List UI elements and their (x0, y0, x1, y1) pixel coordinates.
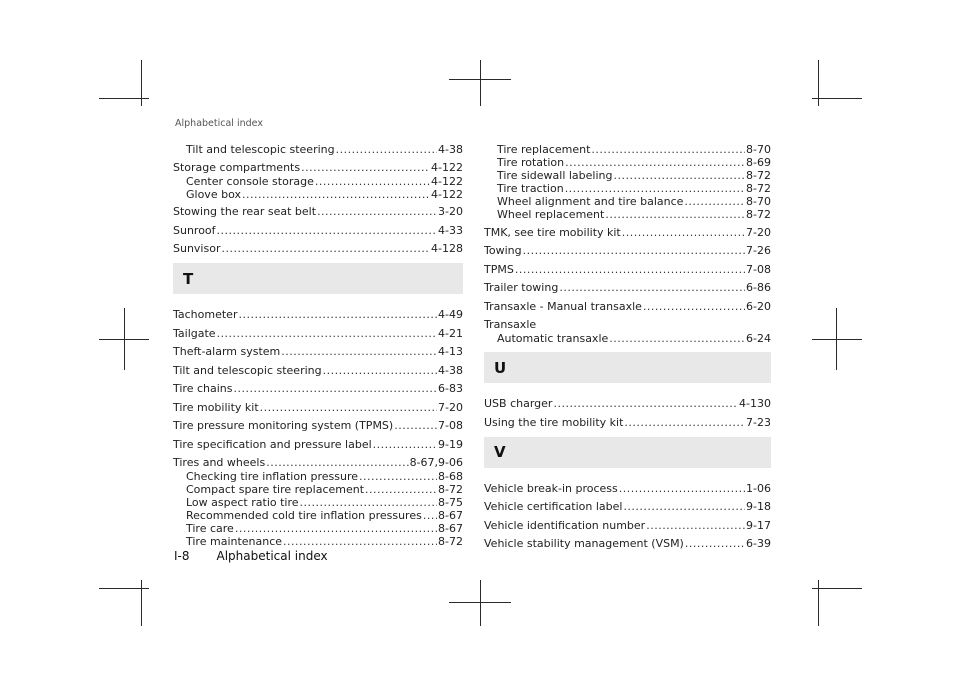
dot-leader (559, 281, 745, 295)
dot-leader (605, 208, 745, 221)
index-page-ref: 8-72 (746, 169, 771, 182)
index-entry (484, 519, 771, 533)
dot-leader (613, 169, 745, 182)
index-page-ref: 7-20 (438, 400, 463, 414)
index-page-ref: 6-83 (438, 382, 463, 395)
index-page-ref: 1-06 (746, 481, 771, 495)
index-entry (173, 419, 463, 433)
index-page-ref: 6-39 (746, 537, 771, 550)
crop-mark (812, 339, 862, 340)
crop-mark (480, 580, 481, 626)
crop-mark (480, 60, 481, 106)
index-term: Vehicle break-in process (484, 481, 618, 495)
index-entries-group (173, 143, 463, 256)
index-term: Sunvisor (173, 242, 221, 255)
dot-leader (238, 308, 437, 322)
dot-leader (423, 509, 437, 522)
index-entry (484, 537, 771, 551)
index-entry (484, 208, 771, 221)
index-entries-group (484, 397, 771, 430)
dot-leader (365, 483, 437, 496)
index-term: Tailgate (173, 326, 216, 340)
index-page-ref: 6-20 (746, 299, 771, 313)
index-page-ref: 3-20 (438, 205, 463, 218)
index-page-ref: 8-70 (746, 143, 771, 156)
index-entry (173, 188, 463, 201)
index-page-ref: 4-122 (431, 160, 463, 174)
dot-leader (591, 143, 745, 156)
index-term: Low aspect ratio tire (186, 496, 299, 509)
crop-mark (99, 98, 149, 99)
index-page-ref: 4-33 (438, 223, 463, 237)
dot-leader (217, 224, 437, 238)
index-term: Recommended cold tire inflation pressures (186, 509, 422, 522)
index-page-ref: 7-08 (438, 419, 463, 432)
page-footer (174, 549, 328, 563)
index-term: Using the tire mobility kit (484, 415, 624, 429)
index-page-ref: 4-38 (438, 143, 463, 156)
dot-leader (523, 244, 745, 258)
index-page-ref: 4-13 (438, 345, 463, 358)
index-term: Tire care (186, 522, 234, 535)
index-page-ref: 8-75 (438, 496, 463, 509)
dot-leader (515, 263, 745, 277)
crop-mark (818, 60, 819, 106)
index-term: Tilt and telescopic steering (186, 143, 335, 156)
dot-leader (281, 345, 437, 359)
dot-leader (260, 401, 437, 415)
dot-leader (234, 382, 438, 396)
index-entry (173, 456, 463, 470)
dot-leader (643, 300, 745, 314)
index-entry (484, 195, 771, 208)
index-entry (484, 332, 771, 345)
index-entry (484, 169, 771, 182)
index-page-ref: 8-72 (438, 483, 463, 496)
footer-title: Alphabetical index (216, 549, 328, 563)
index-entry (484, 500, 771, 514)
index-term: Compact spare tire replacement (186, 483, 365, 496)
index-page-ref: 8-72 (746, 182, 771, 195)
index-entry (484, 416, 771, 430)
dot-leader (242, 188, 430, 201)
index-page-ref: 4-122 (431, 187, 463, 201)
index-term: Tire replacement (497, 143, 591, 156)
index-entry (173, 308, 463, 322)
index-entries-group (484, 143, 771, 345)
index-term: Glove box (186, 187, 241, 201)
dot-leader (315, 175, 430, 188)
crop-mark (99, 339, 149, 340)
index-term: Theft-alarm system (173, 345, 281, 358)
index-entry (173, 242, 463, 256)
index-term: Wheel alignment and tire balance (497, 195, 684, 208)
crop-mark (812, 588, 862, 589)
index-page-ref: 8-67,9-06 (409, 456, 463, 469)
section-header-u: U (484, 352, 771, 383)
index-term: Vehicle certification label (484, 500, 623, 513)
index-term: Tire pressure monitoring system (TPMS) (173, 419, 394, 432)
dot-leader (217, 327, 437, 341)
index-term: Tire specification and pressure label (173, 437, 372, 451)
index-entry (173, 345, 463, 359)
dot-leader (221, 242, 430, 256)
index-page-ref: 9-19 (438, 437, 463, 451)
index-entry (484, 281, 771, 295)
index-page-ref: 4-122 (431, 174, 463, 188)
index-entry (173, 382, 463, 396)
crop-mark (99, 588, 149, 589)
index-entry (484, 263, 771, 277)
index-entry (173, 401, 463, 415)
dot-leader (359, 470, 437, 483)
dot-leader (622, 226, 745, 240)
index-page-ref: 9-18 (746, 500, 771, 513)
index-entry (173, 535, 463, 548)
index-term: TMK, see tire mobility kit (484, 225, 621, 239)
dot-leader (283, 535, 437, 548)
index-entry (173, 175, 463, 188)
index-entry (173, 470, 463, 483)
index-term: USB charger (484, 397, 553, 410)
index-column-left (173, 143, 463, 553)
index-page-ref: 8-70 (746, 195, 771, 208)
index-term: Automatic transaxle (497, 332, 609, 345)
index-entry (173, 224, 463, 238)
index-page-ref: 9-17 (746, 518, 771, 532)
index-term: Tire rotation (497, 156, 565, 169)
index-column-right (484, 143, 771, 556)
index-entry (484, 482, 771, 496)
dot-leader (624, 416, 745, 430)
dot-leader (565, 182, 745, 195)
index-term: Tire chains (173, 382, 233, 395)
index-term: Tire traction (497, 182, 564, 195)
index-page-ref: 8-67 (438, 522, 463, 535)
index-term: Vehicle identification number (484, 518, 646, 532)
dot-leader (266, 456, 408, 470)
index-page-ref: 4-21 (438, 326, 463, 340)
index-term: Tire sidewall labeling (497, 169, 613, 182)
dot-leader (235, 522, 437, 535)
dot-leader (317, 205, 437, 219)
crop-mark (449, 602, 511, 603)
index-entry (484, 143, 771, 156)
dot-leader (394, 419, 437, 433)
index-term: Stowing the rear seat belt (173, 205, 317, 218)
index-entry (484, 182, 771, 195)
index-term: Sunroof (173, 223, 216, 237)
index-entry (484, 318, 771, 332)
dot-leader (646, 519, 745, 533)
index-page-ref: 8-68 (438, 470, 463, 483)
index-entries-group (173, 308, 463, 548)
dot-leader (623, 500, 745, 514)
index-term: Towing (484, 244, 522, 257)
dot-leader (565, 156, 745, 169)
index-term: Transaxle (484, 318, 537, 331)
index-entry (484, 397, 771, 411)
dot-leader (373, 438, 437, 452)
crop-mark (141, 580, 142, 626)
crop-mark (141, 60, 142, 106)
index-term: Center console storage (186, 174, 314, 188)
crop-mark (449, 79, 511, 80)
index-page-ref: 4-49 (438, 308, 463, 321)
index-page-ref: 6-86 (746, 281, 771, 294)
index-page-ref: 4-38 (438, 363, 463, 377)
page-number: I-8 (174, 549, 190, 563)
index-entry (173, 522, 463, 535)
dot-leader (336, 143, 437, 156)
dot-leader (553, 397, 738, 411)
dot-leader (684, 195, 745, 208)
dot-leader (323, 364, 437, 378)
index-entry (173, 483, 463, 496)
index-entry (484, 226, 771, 240)
crop-mark (818, 580, 819, 626)
index-term: Checking tire inflation pressure (186, 470, 359, 483)
dot-leader (685, 537, 745, 551)
index-page-ref: 7-08 (746, 262, 771, 276)
index-entry (173, 143, 463, 156)
index-entry (173, 205, 463, 219)
index-page-ref: 8-72 (746, 208, 771, 221)
index-page-ref: 8-67 (438, 509, 463, 522)
index-term: Tilt and telescopic steering (173, 363, 322, 377)
index-entry (173, 364, 463, 378)
index-term: Transaxle - Manual transaxle (484, 299, 642, 313)
index-term: Tachometer (173, 308, 238, 321)
index-term: Storage compartments (173, 160, 301, 174)
index-entry (484, 156, 771, 169)
dot-leader (301, 161, 430, 175)
index-page-ref: 6-24 (746, 332, 771, 345)
index-entry (484, 244, 771, 258)
index-page-ref: 8-72 (438, 535, 463, 548)
crop-mark (812, 98, 862, 99)
index-page-ref: 4-130 (739, 397, 771, 410)
index-entry (173, 161, 463, 175)
index-page-ref: 7-20 (746, 225, 771, 239)
index-term: Tires and wheels (173, 456, 266, 469)
index-term: Wheel replacement (497, 208, 605, 221)
index-term: Tire maintenance (186, 535, 283, 548)
index-entry (173, 327, 463, 341)
index-entry (173, 509, 463, 522)
index-page-ref: 8-69 (746, 156, 771, 169)
index-entry (173, 496, 463, 509)
index-term: Trailer towing (484, 281, 559, 294)
running-header: Alphabetical index (175, 118, 263, 129)
index-page-ref: 4-128 (431, 242, 463, 255)
index-page-ref: 7-23 (746, 415, 771, 429)
section-header-t: T (173, 263, 463, 294)
index-term: Vehicle stability management (VSM) (484, 537, 684, 550)
index-entry (484, 300, 771, 314)
dot-leader (619, 482, 745, 496)
index-term: TPMS (484, 262, 514, 276)
section-header-v: V (484, 437, 771, 468)
index-entries-group (484, 482, 771, 552)
dot-leader (300, 496, 438, 509)
index-entry (173, 438, 463, 452)
index-page-ref: 7-26 (746, 244, 771, 257)
index-term: Tire mobility kit (173, 400, 259, 414)
dot-leader (609, 332, 745, 345)
